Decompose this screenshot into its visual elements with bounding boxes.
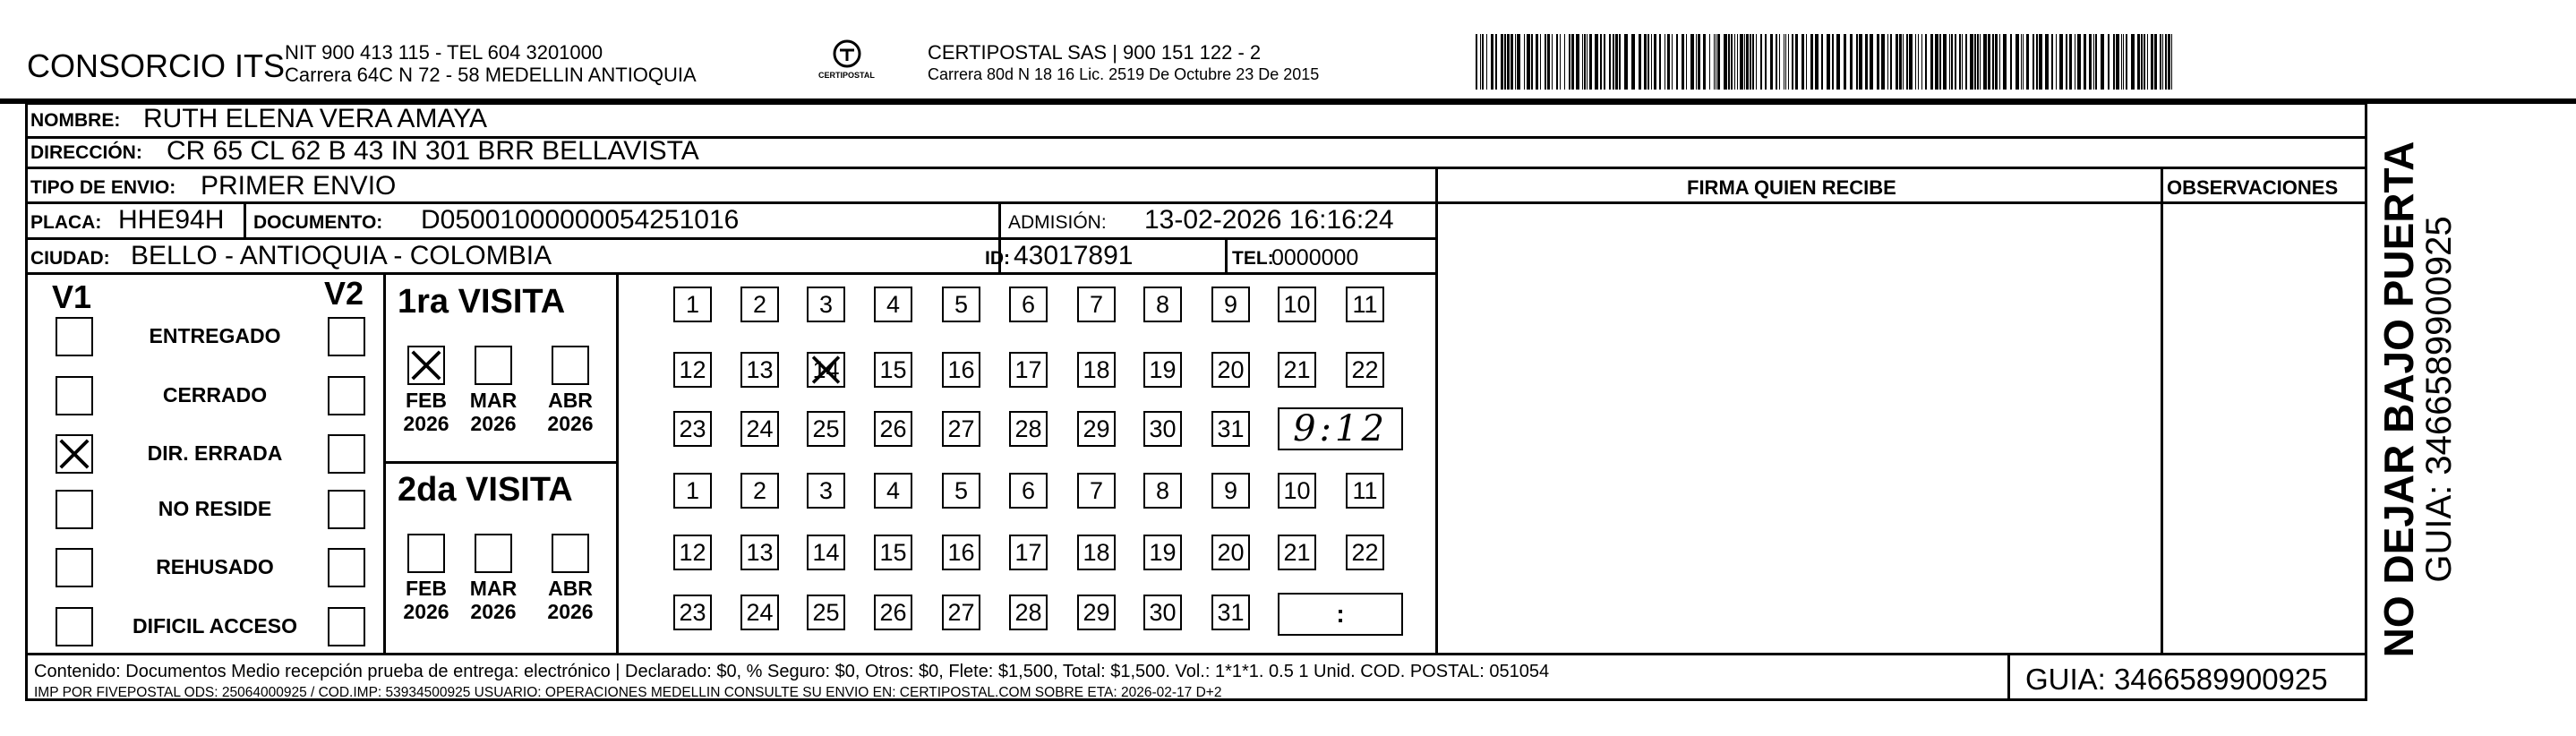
nombre-label: NOMBRE: [30,110,121,131]
first-visit-day-box[interactable] [1346,352,1384,388]
second-visit-day-box[interactable] [807,473,845,509]
tel-value: 0000000 [1271,245,1359,270]
day-number: 11 [1352,290,1378,318]
col-divider [1225,237,1228,272]
second-visit-day-box[interactable] [807,595,845,630]
visit-divider [383,461,618,464]
status-label: DIR. ERRADA [147,441,283,465]
v2-checkbox[interactable] [328,376,365,415]
ciudad-value: BELLO - ANTIOQUIA - COLOMBIA [131,241,552,270]
placa-value: HHE94H [118,205,225,235]
firma-header: FIRMA QUIEN RECIBE [1687,176,1896,199]
day-number: 1 [685,290,700,318]
nombre-value: RUTH ELENA VERA AMAYA [143,104,488,133]
second-visit-day-box[interactable] [1009,595,1048,630]
status-label: REHUSADO [156,555,274,578]
direccion-value: CR 65 CL 62 B 43 IN 301 BRR BELLAVISTA [167,136,699,166]
second-visit-day-box[interactable] [1009,473,1048,509]
first-visit-day-box[interactable] [942,352,980,388]
year-label: 2026 [403,600,449,623]
v1-checkbox[interactable] [56,317,93,356]
day-number: 5 [954,290,969,318]
second-visit-day-box[interactable] [1211,535,1250,570]
placa-label: PLACA: [30,212,102,233]
admision-value: 13-02-2026 16:16:24 [1144,205,1394,235]
day-number: 6 [1021,290,1036,318]
day-number: 4 [886,290,901,318]
v1-checkbox[interactable] [56,376,93,415]
v1-checkbox[interactable] [56,607,93,646]
id-label: ID: [985,248,1010,269]
barcode [1476,34,2183,90]
company-name: CONSORCIO ITS [27,47,286,84]
first-visit-day-box[interactable] [1211,352,1250,388]
day-number: 31 [1217,415,1245,442]
first-visit-day-box[interactable] [1077,287,1116,322]
first-visit-day-box[interactable] [1143,287,1182,322]
month-label: FEB [406,577,447,600]
year-label: 2026 [470,600,517,623]
admision-label: ADMISIÓN: [1008,212,1107,233]
status-label: ENTREGADO [149,324,281,347]
first-visit-title: 1ra VISITA [398,283,566,321]
second-visit-day-box[interactable] [1009,535,1048,570]
first-visit-day-box[interactable] [1077,352,1116,388]
first-visit-time: 9:12 [1293,408,1388,449]
tipo-label: TIPO DE ENVIO: [30,177,176,198]
day-number: 5 [954,476,969,504]
row-divider [25,201,1438,204]
day-number: 18 [1083,538,1110,566]
month-label: ABR [548,389,593,412]
first-visit-day-box[interactable] [1278,352,1316,388]
side-guia: GUIA: 3466589900925 [2419,216,2459,583]
day-number: 22 [1351,538,1379,566]
guia-footer: GUIA: 3466589900925 [2025,663,2328,696]
carrier-info-line2: Carrera 80d N 18 16 Lic. 2519 De Octubre 23 De 2015 [928,65,1320,83]
day-number: 15 [879,355,907,383]
day-number: 27 [947,415,975,442]
day-number: 28 [1014,598,1042,626]
day-number: 27 [947,598,975,626]
second-visit-day-box[interactable] [1211,595,1250,630]
day-number: 22 [1351,355,1379,383]
year-label: 2026 [547,412,594,435]
status-label: DIFICIL ACCESO [132,614,297,638]
day-number: 29 [1083,598,1110,626]
day-number: 30 [1149,598,1177,626]
second-visit-day-box[interactable] [1143,535,1182,570]
year-label: 2026 [470,412,517,435]
second-visit-time: : [1336,600,1345,628]
col-divider [616,272,619,653]
day-number: 10 [1283,290,1311,318]
first-visit-day-box[interactable] [1009,352,1048,388]
day-number: 12 [679,538,706,566]
day-number: 16 [947,538,975,566]
day-number: 21 [1283,538,1311,566]
v1-checkbox[interactable] [56,490,93,529]
second-visit-day-box[interactable] [1278,535,1316,570]
day-number: 19 [1149,355,1177,383]
company-info-line2: Carrera 64C N 72 - 58 MEDELLIN ANTIOQUIA [285,64,697,86]
first-visit-day-box[interactable] [673,287,712,322]
month-checkbox[interactable] [475,534,512,573]
first-visit-day-box[interactable] [874,352,912,388]
second-visit-day-box[interactable] [673,595,712,630]
first-visit-day-box[interactable] [673,352,712,388]
day-number: 20 [1217,355,1245,383]
second-visit-day-box[interactable] [942,473,980,509]
month-label: ABR [548,577,593,600]
v2-checkbox[interactable] [328,607,365,646]
second-visit-day-box[interactable] [874,473,912,509]
second-visit-day-box[interactable] [942,595,980,630]
day-number: 13 [746,538,774,566]
day-number: 16 [947,355,975,383]
day-number: 23 [679,415,706,442]
day-number: 11 [1352,476,1378,504]
first-visit-day-box[interactable] [1077,411,1116,447]
day-number: 24 [746,415,774,442]
day-number: 12 [679,355,706,383]
col-divider [2007,653,2010,701]
day-number: 19 [1149,538,1177,566]
first-visit-day-box[interactable] [740,411,779,447]
year-label: 2026 [547,600,594,623]
day-number: 25 [812,415,840,442]
day-number: 20 [1217,538,1245,566]
status-label: CERRADO [162,383,268,407]
second-visit-day-box[interactable] [1077,535,1116,570]
second-visit-day-box[interactable] [1143,473,1182,509]
day-number: 26 [879,415,907,442]
day-number: 25 [812,598,840,626]
second-visit-day-box[interactable] [874,595,912,630]
day-number: 31 [1217,598,1245,626]
day-number: 9 [1223,290,1238,318]
row-divider [25,167,2367,169]
company-info-line1: NIT 900 413 115 - TEL 604 3201000 [285,41,603,64]
second-visit-title: 2da VISITA [398,471,573,509]
day-number: 17 [1014,355,1042,383]
first-visit-day-box[interactable] [1211,287,1250,322]
day-number: 30 [1149,415,1177,442]
first-visit-day-box[interactable] [874,411,912,447]
day-number: 13 [746,355,774,383]
col-divider [1435,167,1438,653]
ciudad-label: CIUDAD: [30,248,110,269]
day-number: 2 [752,476,767,504]
second-visit-day-box[interactable] [1278,473,1316,509]
row-divider [1435,201,2367,204]
day-number: 3 [818,476,834,504]
first-visit-day-box[interactable] [807,352,845,388]
direccion-label: DIRECCIÓN: [30,142,142,163]
day-number: 3 [818,290,834,318]
second-visit-day-box[interactable] [874,535,912,570]
certipostal-logo-icon [811,36,883,90]
first-visit-day-box[interactable] [1143,411,1182,447]
documento-value: D05001000000054251016 [421,205,740,235]
month-checkbox[interactable] [552,534,589,573]
side-text [2375,102,2572,701]
day-number: 17 [1014,538,1042,566]
day-number: 26 [879,598,907,626]
day-mark-x [809,354,843,386]
day-number: 10 [1283,476,1311,504]
status-label: NO RESIDE [158,497,272,520]
second-visit-day-box[interactable] [942,535,980,570]
second-visit-day-box[interactable] [673,535,712,570]
v2-label: V2 [324,275,364,312]
second-visit-day-box[interactable] [740,473,779,509]
first-visit-day-box[interactable] [942,411,980,447]
first-visit-day-box[interactable] [1211,411,1250,447]
first-visit-day-box[interactable] [1009,411,1048,447]
first-visit-day-box[interactable] [807,287,845,322]
first-visit-day-box[interactable] [1278,287,1316,322]
imp-text: IMP POR FIVEPOSTAL ODS: 25064000925 / COD.IMP: 53934500925 USUARIO: OPERACIONES MEDELLIN CONSULTE SU ENVIO EN: CERTIPOSTAL.COM SOBRE ETA: 2026-02-17 D+2 [34,685,1222,700]
documento-label: DOCUMENTO: [253,212,383,233]
month-label: MAR [469,389,518,412]
day-number: 14 [812,355,840,383]
side-no-dejar: NO DEJAR BAJO PUERTA [2375,141,2422,658]
month-checkbox[interactable] [407,534,445,573]
month-checkbox[interactable] [407,346,445,385]
month-checkbox[interactable] [475,346,512,385]
second-visit-day-box[interactable] [1346,473,1384,509]
day-number: 6 [1021,476,1036,504]
day-number: 8 [1155,290,1170,318]
first-visit-day-box[interactable] [1143,352,1182,388]
day-number: 4 [886,476,901,504]
v1-label: V1 [52,278,92,315]
day-number: 29 [1083,415,1110,442]
second-visit-day-box[interactable] [673,473,712,509]
day-number: 7 [1089,290,1104,318]
carrier-info-line1: CERTIPOSTAL SAS | 900 151 122 - 2 [928,41,1262,64]
day-number: 8 [1155,476,1170,504]
second-visit-day-box[interactable] [807,535,845,570]
day-number: 24 [746,598,774,626]
second-visit-day-box[interactable] [1346,535,1384,570]
day-number: 23 [679,598,706,626]
logo-text: CERTIPOSTAL [818,71,875,80]
v1-checkbox[interactable] [56,434,93,474]
observaciones-header: OBSERVACIONES [2167,176,2339,199]
first-visit-day-box[interactable] [673,411,712,447]
first-visit-day-box[interactable] [1346,287,1384,322]
tipo-value: PRIMER ENVIO [201,171,397,201]
first-visit-time-box[interactable] [1278,407,1403,450]
col-divider [244,201,246,237]
first-visit-day-box[interactable] [1009,287,1048,322]
day-number: 28 [1014,415,1042,442]
v2-checkbox[interactable] [328,317,365,356]
row-divider [25,653,2367,655]
second-visit-day-box[interactable] [1143,595,1182,630]
second-visit-day-box[interactable] [1077,473,1116,509]
second-visit-day-box[interactable] [740,595,779,630]
day-number: 18 [1083,355,1110,383]
second-visit-day-box[interactable] [1211,473,1250,509]
second-visit-time-box[interactable] [1278,593,1403,636]
tel-label: TEL: [1232,248,1274,269]
day-number: 2 [752,290,767,318]
first-visit-day-box[interactable] [942,287,980,322]
first-visit-day-box[interactable] [874,287,912,322]
first-visit-day-box[interactable] [740,287,779,322]
id-value: 43017891 [1014,241,1134,270]
contenido-text: Contenido: Documentos Medio recepción prueba de entrega: electrónico | Declarado: $0, % Seguro: $0, Otros: $0, Flete: $1,500, Total: $1,500. Vol.: 1*1*1. 0.5 1 Unid. COD. POSTAL: 051054 [34,662,1550,681]
month-checkbox[interactable] [552,346,589,385]
month-label: MAR [469,577,518,600]
month-label: FEB [406,389,447,412]
v1-checkbox[interactable] [56,548,93,587]
v2-checkbox[interactable] [328,548,365,587]
first-visit-day-box[interactable] [740,352,779,388]
day-number: 9 [1223,476,1238,504]
second-visit-day-box[interactable] [1077,595,1116,630]
day-number: 14 [812,538,840,566]
year-label: 2026 [403,412,449,435]
v2-checkbox[interactable] [328,490,365,529]
row-divider [25,272,1438,275]
day-number: 1 [685,476,700,504]
day-number: 21 [1283,355,1311,383]
day-number: 7 [1089,476,1104,504]
day-number: 15 [879,538,907,566]
col-divider [2161,167,2163,653]
first-visit-day-box[interactable] [807,411,845,447]
v2-checkbox[interactable] [328,434,365,474]
second-visit-day-box[interactable] [740,535,779,570]
